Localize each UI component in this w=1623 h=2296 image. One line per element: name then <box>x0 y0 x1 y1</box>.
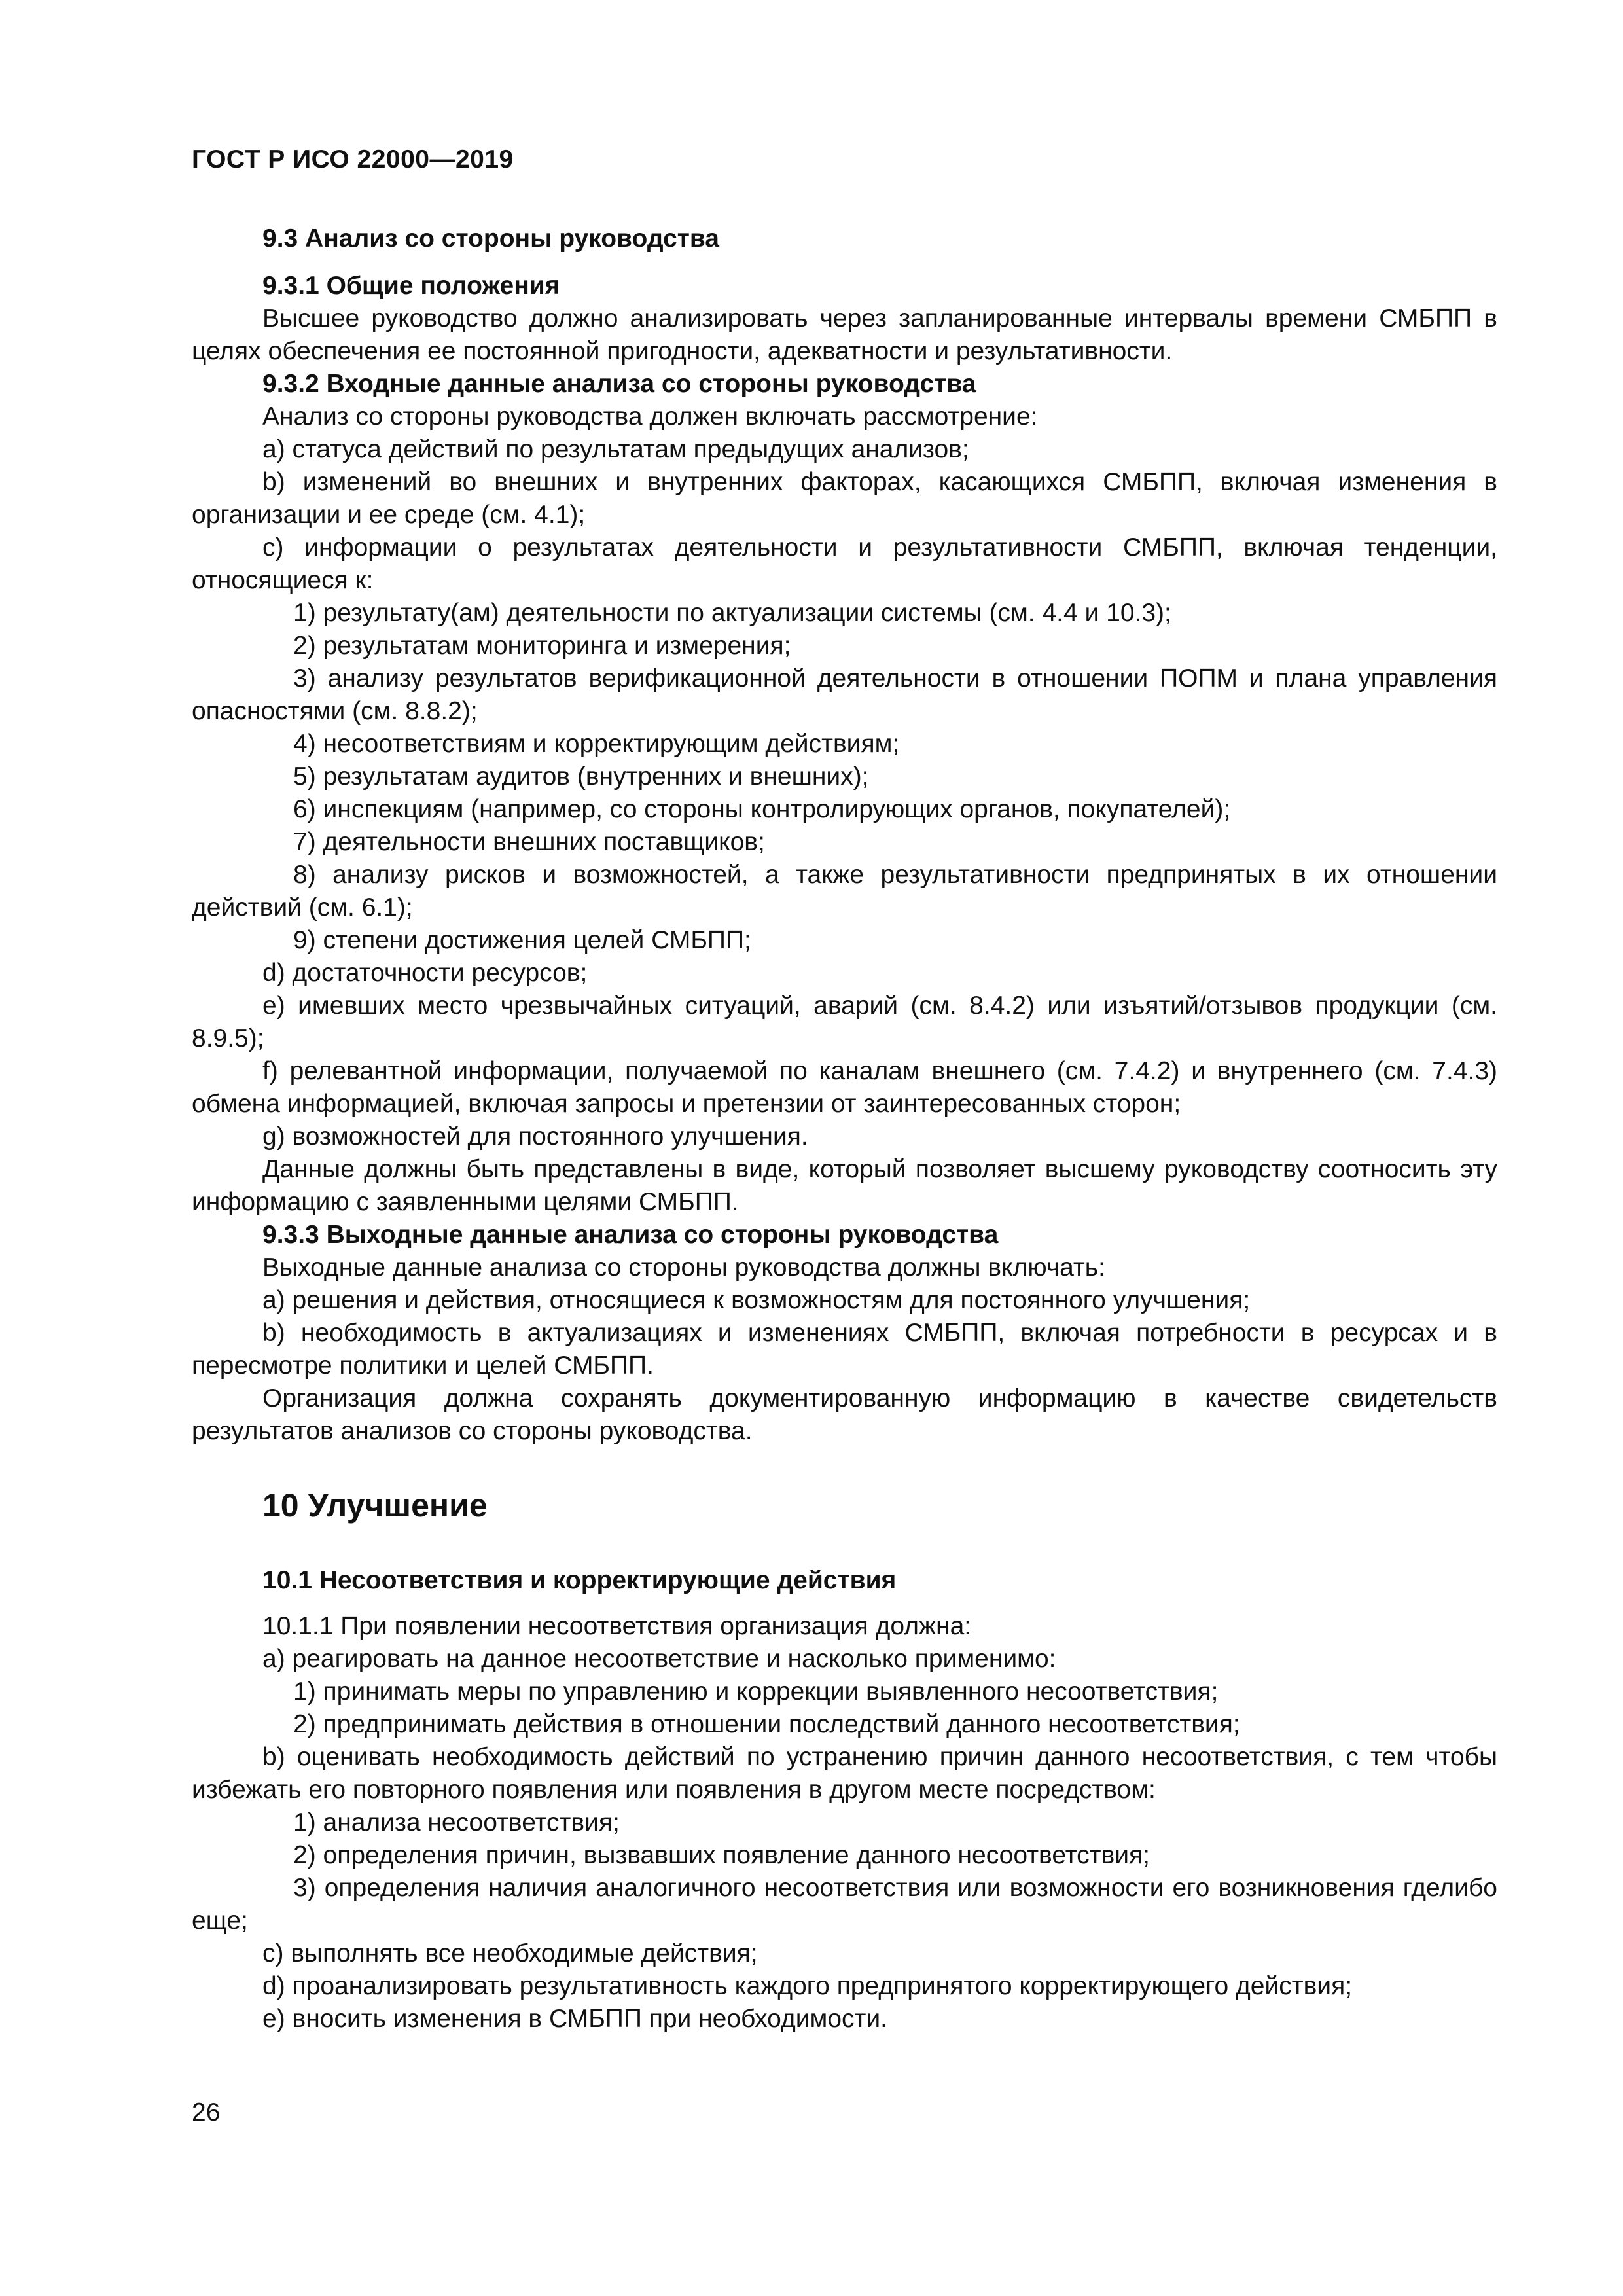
subsection-heading-9-3-2: 9.3.2 Входные данные анализа со стороны руководства <box>262 370 976 398</box>
document-header: ГОСТ Р ИСО 22000—2019 <box>192 145 514 173</box>
list-item: 2) определения причин, вызвавших появление данного несоответствия; <box>293 1841 1150 1869</box>
paragraph: Организация должна сохранять документированную информацию в качестве свидетельств результатов анализов со стороны руководства. <box>192 1384 1497 1445</box>
list-item: с) выполнять все необходимые действия; <box>262 1939 758 1967</box>
paragraph: Высшее руководство должно анализировать через запланированные интервалы времени СМБПП в целях обеспечения ее постоянной пригодности, адекватности и результативности. <box>192 304 1497 365</box>
list-item: 8) анализу рисков и возможностей, а также результативности предпринятых в их отношении действий (см. 6.1); <box>192 861 1497 922</box>
subsection-heading-9-3-1: 9.3.1 Общие положения <box>262 272 560 300</box>
list-item: 2) результатам мониторинга и измерения; <box>293 632 791 660</box>
list-item: 3) анализу результатов верификационной деятельности в отношении ПОПМ и плана управления опасностями (см. 8.8.2); <box>192 664 1497 725</box>
subsection-heading-9-3-3: 9.3.3 Выходные данные анализа со стороны руководства <box>262 1221 999 1249</box>
list-item: 5) результатам аудитов (внутренних и внешних); <box>293 762 869 791</box>
list-item: b) изменений во внешних и внутренних факторах, касающихся СМБПП, включая изменения в организации и ее среде (см. 4.1); <box>192 468 1497 529</box>
list-item: а) реагировать на данное несоответствие и насколько применимо: <box>262 1645 1056 1673</box>
list-item: 9) степени достижения целей СМБПП; <box>293 926 751 954</box>
list-item: а) решения и действия, относящиеся к возможностям для постоянного улучшения; <box>262 1286 1251 1314</box>
list-item: 1) анализа несоответствия; <box>293 1808 620 1837</box>
list-item: 6) инспекциям (например, со стороны контролирующих органов, покупателей); <box>293 795 1231 823</box>
list-item: 1) результату(ам) деятельности по актуализации системы (см. 4.4 и 10.3); <box>293 599 1171 627</box>
list-item: е) имевших место чрезвычайных ситуаций, аварий (см. 8.4.2) или изъятий/отзывов продукции (см. 8.9.5); <box>192 992 1497 1052</box>
list-item: с) информации о результатах деятельности и результативности СМБПП, включая тенденции, относящиеся к: <box>192 533 1497 594</box>
list-item: 2) предпринимать действия в отношении последствий данного несоответствия; <box>293 1710 1240 1738</box>
list-item: 7) деятельности внешних поставщиков; <box>293 828 765 856</box>
page-number: 26 <box>192 2098 221 2126</box>
document-body <box>192 223 1497 2036</box>
list-item: 4) несоответствиям и корректирующим действиям; <box>293 730 900 758</box>
list-item: а) статуса действий по результатам предыдущих анализов; <box>262 435 969 463</box>
list-item: g) возможностей для постоянного улучшения. <box>262 1122 808 1151</box>
list-item: b) необходимость в актуализациях и изменениях СМБПП, включая потребности в ресурсах и в пересмотре политики и целей СМБПП. <box>192 1319 1497 1380</box>
paragraph: Выходные данные анализа со стороны руководства должны включать: <box>262 1253 1105 1282</box>
chapter-heading-10: 10 Улучшение <box>262 1487 488 1524</box>
list-item: d) достаточности ресурсов; <box>262 959 588 987</box>
paragraph: Данные должны быть представлены в виде, который позволяет высшему руководству соотносить эту информацию с заявленными целями СМБПП. <box>192 1155 1497 1216</box>
section-heading-10-1: 10.1 Несоответствия и корректирующие действия <box>262 1566 897 1594</box>
paragraph: 10.1.1 При появлении несоответствия организация должна: <box>262 1612 972 1640</box>
paragraph: Анализ со стороны руководства должен включать рассмотрение: <box>262 403 1038 431</box>
list-item: е) вносить изменения в СМБПП при необходимости. <box>262 2005 888 2033</box>
section-heading-9-3: 9.3 Анализ со стороны руководства <box>262 224 720 253</box>
list-item: d) проанализировать результативность каждого предпринятого корректирующего действия; <box>262 1972 1353 2000</box>
list-item: 1) принимать меры по управлению и коррекции выявленного несоответствия; <box>293 1677 1219 1706</box>
list-item: f) релевантной информации, получаемой по каналам внешнего (см. 7.4.2) и внутреннего (см. 7.4.3) обмена информацией, включая запросы и претензии от заинтересованных сторон; <box>192 1057 1497 1118</box>
list-item: b) оценивать необходимость действий по устранению причин данного несоответствия, с тем чтобы избежать его повторного появления или появления в другом месте посредством: <box>192 1743 1497 1804</box>
list-item: 3) определения наличия аналогичного несоответствия или возможности его возникновения гделибо еще; <box>192 1874 1497 1935</box>
